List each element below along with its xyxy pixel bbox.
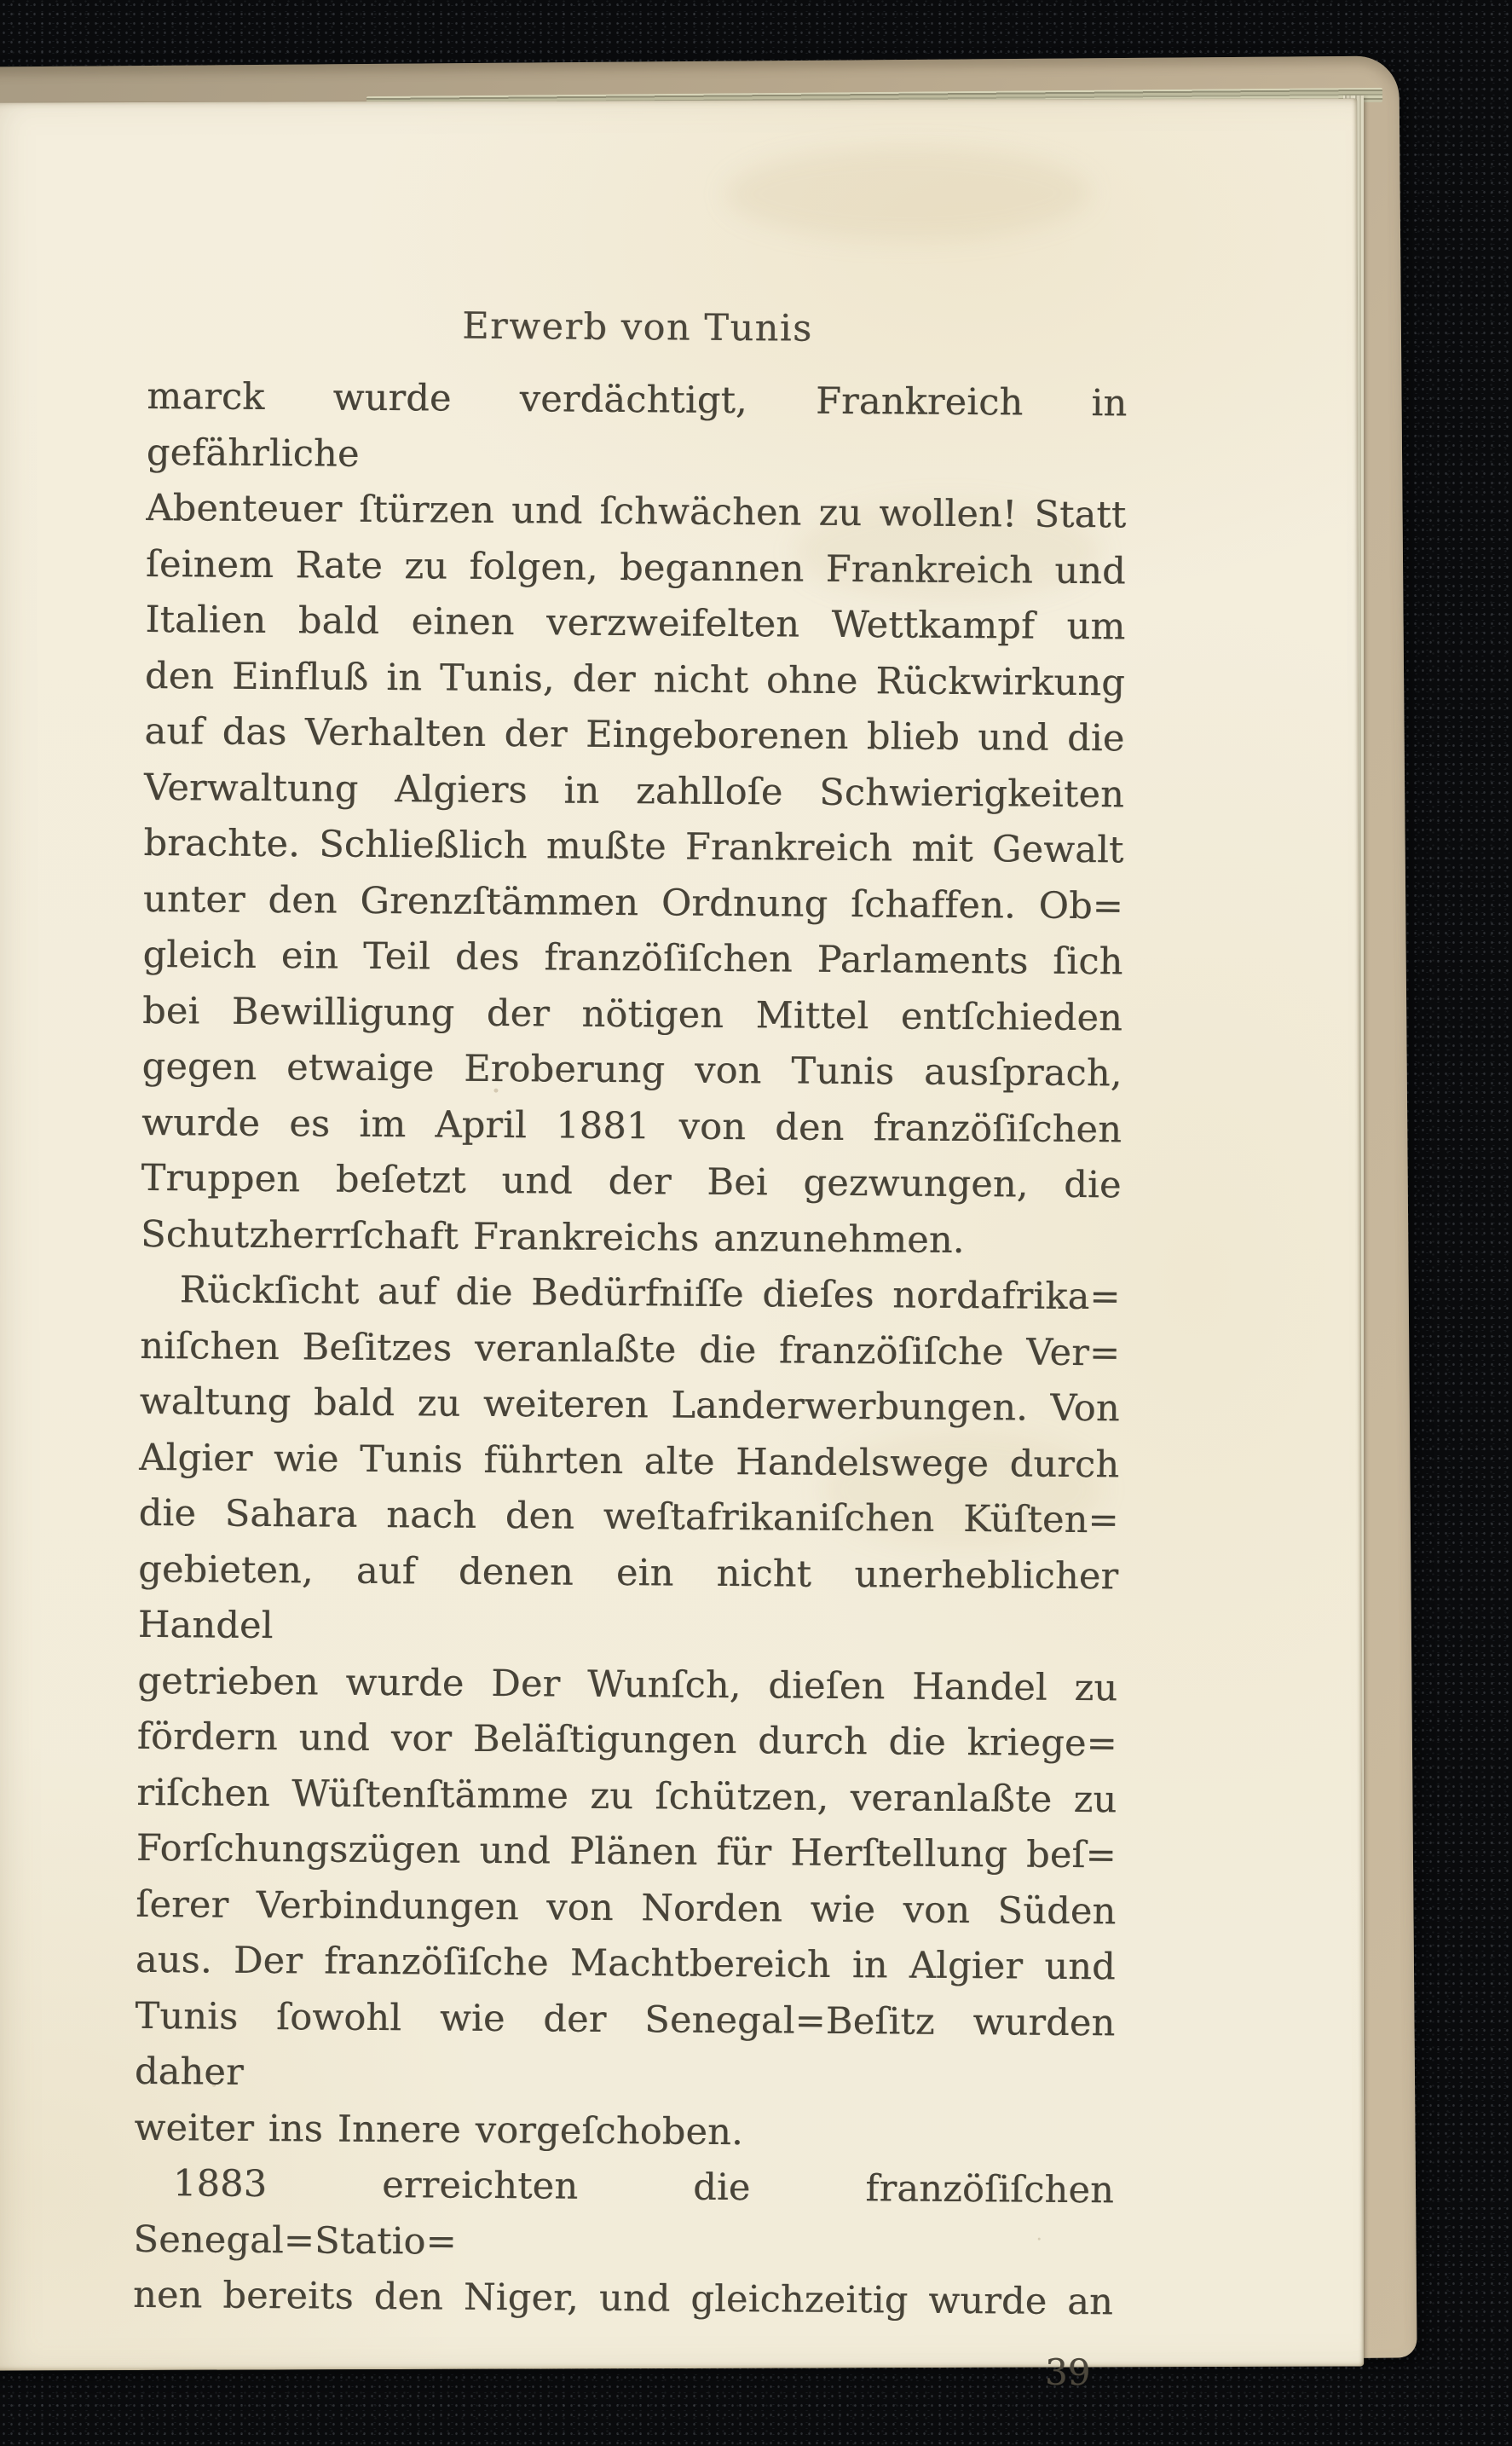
body-line: 1883 erreichten die franzöſiſchen Senegal=Statio= — [133, 2162, 1115, 2264]
body-line: gebieten, auf denen ein nicht unerheblicher Handel — [137, 1547, 1119, 1648]
body-line: Italien bald einen verzweifelten Wettkampf um — [145, 598, 1126, 649]
page-number: 39 — [1044, 2351, 1091, 2393]
body-line: Algier wie Tunis führten alte Handelswege durch — [139, 1436, 1120, 1486]
body-line: ſeinem Rate zu folgen, begannen Frankreich und — [145, 542, 1127, 593]
body-line: waltung bald zu weiteren Landerwerbungen. Von — [139, 1379, 1120, 1431]
body-line: marck wurde verdächtigt, Frankreich in gefährliche — [146, 374, 1128, 476]
body-line: niſchen Beſitzes veranlaßte die franzöſiſche Ver= — [140, 1324, 1121, 1374]
body-line: auf das Verhalten der Eingeborenen blieb und die — [144, 709, 1125, 760]
body-line: Verwaltung Algiers in zahlloſe Schwierigkeiten — [143, 766, 1125, 816]
body-line: unter den Grenzſtämmen Ordnung ſchaffen. Ob= — [142, 877, 1124, 928]
body-line: Tunis ſowohl wie der Senegal=Beſitz wurden daher — [134, 1994, 1116, 2094]
body-line: die Sahara nach den weſtafrikaniſchen Küſten= — [138, 1491, 1119, 1542]
book-page — [0, 98, 1364, 2393]
body-line: Abenteuer ſtürzen und ſchwächen zu wollen! Statt — [146, 486, 1127, 537]
body-line: wurde es im April 1881 von den franzöſiſchen — [141, 1101, 1122, 1151]
body-line: den Einfluß in Tunis, der nicht ohne Rückwirkung — [144, 654, 1126, 704]
body-line: ſerer Verbindungen von Norden wie von Süden — [136, 1882, 1117, 1933]
body-line: Forſchungszügen und Plänen für Herſtellung beſ= — [136, 1826, 1117, 1877]
page-text-block — [132, 97, 1129, 2400]
body-line: weiter ins Innere vorgeſchoben. — [134, 2106, 744, 2154]
body-line: nen bereits den Niger, und gleichzeitig wurde an — [132, 2273, 1114, 2324]
body-text — [133, 369, 1128, 2331]
body-line: Schutzherrſchaft Frankreichs anzunehmen. — [140, 1212, 965, 1262]
body-line: gleich ein Teil des franzöſiſchen Parlaments ſich — [142, 933, 1123, 984]
body-line: bei Bewilligung der nötigen Mittel entſchieden — [141, 989, 1123, 1039]
body-line: Truppen beſetzt und der Bei gezwungen, die — [141, 1156, 1122, 1207]
body-line: getrieben wurde Der Wunſch, dieſen Handel zu — [137, 1659, 1118, 1709]
running-head: Erwerb von Tunis — [462, 304, 813, 350]
body-line: riſchen Wüſtenſtämme zu ſchützen, veranlaßte zu — [136, 1771, 1117, 1821]
body-line: fördern und vor Beläſtigungen durch die kriege= — [136, 1715, 1117, 1766]
body-line: Rückſicht auf die Bedürfniſſe dieſes nordafrika= — [179, 1269, 1121, 1319]
body-line: brachte. Schließlich mußte Frankreich mit Gewalt — [143, 821, 1124, 872]
body-line: gegen etwaige Eroberung von Tunis ausſprach, — [141, 1044, 1122, 1096]
body-line: aus. Der franzöſiſche Machtbereich in Algier und — [135, 1938, 1117, 1989]
